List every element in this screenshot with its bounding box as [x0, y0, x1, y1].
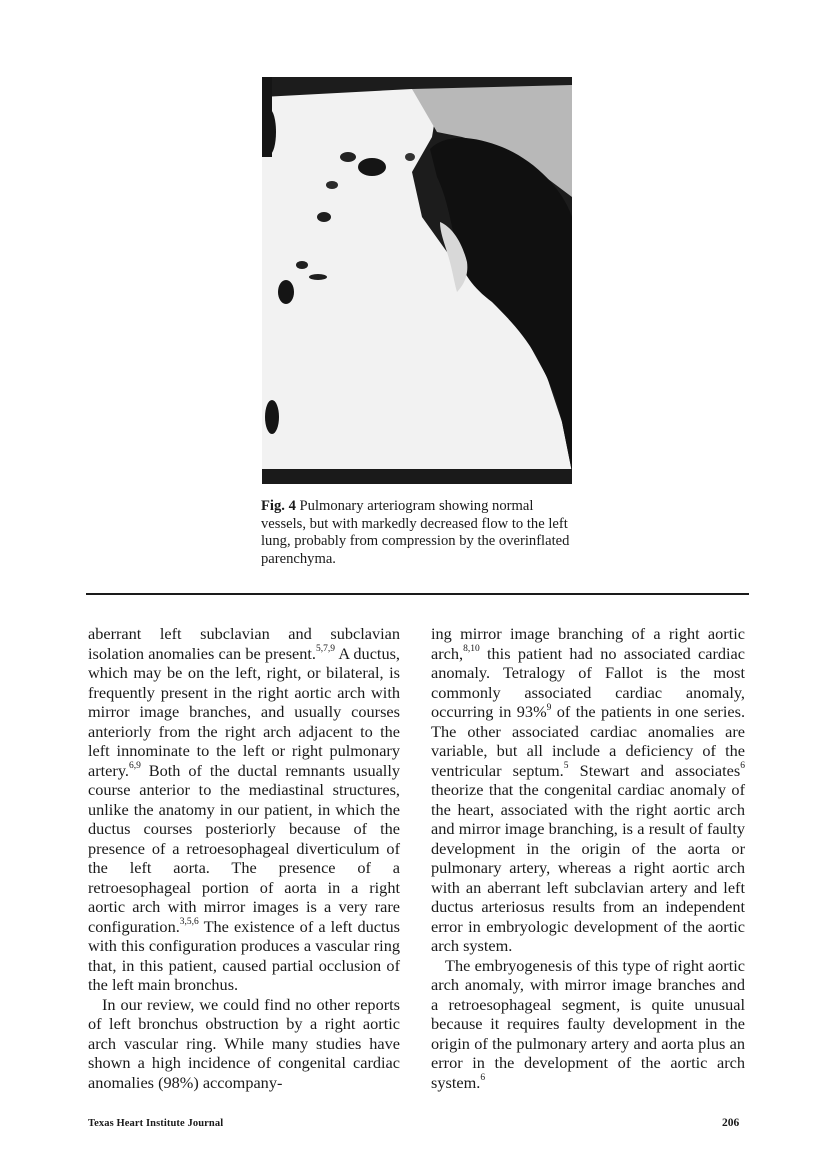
journal-name: Texas Heart Institute Journal [88, 1118, 224, 1129]
text-run: this patient had no associated cardiac anomaly. Tetralogy of Fallot is the most commonly associated cardiac anomaly, occurring in 93% [431, 643, 745, 721]
right-paragraph-2 [431, 956, 745, 1093]
arteriogram-figure [262, 77, 572, 484]
right-paragraph-1 [431, 624, 745, 956]
figure-label: Fig. 4 [261, 498, 296, 514]
left-paragraph-1 [88, 624, 400, 995]
citation-superscript: 8,10 [463, 644, 480, 655]
text-run: Both of the ductal remnants usually course anterior to the mediastinal structures, unlike the anatomy in our patient, in which the ductus courses posteriorly because of the presence of a retroesophageal diverticulum of the left aorta. The presence of a retroesophageal portion of aorta in a right aortic arch with mirror images is a very rare configuration. [88, 760, 400, 936]
right-column [431, 624, 745, 1092]
text-run: The existence of a left ductus with this configuration produces a vascular ring that, in this patient, caused partial occlusion of the left main bronchus. [88, 916, 400, 994]
citation-superscript: 6,9 [128, 761, 141, 772]
citation-superscript: 9 [546, 702, 552, 713]
left-column [88, 624, 400, 1092]
citation-superscript: 6 [740, 761, 745, 772]
citation-superscript: 5,7,9 [316, 644, 336, 655]
page-number: 206 [722, 1117, 740, 1129]
figure-caption [261, 498, 581, 568]
figure-caption-text: Pulmonary arteriogram showing normal vessels, but with markedly decreased flow to the left lung, probably from compression by the overinflated parenchyma. [261, 498, 570, 567]
citation-superscript: 6 [480, 1073, 486, 1084]
text-run: theorize that the congenital cardiac anomaly of the heart, associated with the right aortic arch and mirror image branching, is a result of faulty development in the origin of the aorta or pulmonary artery, whereas a right aortic arch with an aberrant left subclavian artery and left ductus arteriosus results from an independent error in embryologic development of the aortic arch system. [431, 780, 745, 955]
text-run: ing mirror image branching of a right aortic arch, [431, 624, 745, 663]
text-run: A ductus, which may be on the left, right, or bilateral, is frequently present in the right aortic arch with mirror image branches, and usually courses anteriorly from the right arch adjacent to the left innominate to the left or right pulmonary artery. [88, 643, 400, 780]
text-run: Stewart and associates [568, 760, 741, 780]
text-run: aberrant left subclavian and subclavian isolation anomalies can be present. [88, 624, 400, 663]
section-divider [86, 593, 749, 595]
text-run: of the patients in one series. The other associated cardiac anomalies are variable, but all include a deficiency of the ventricular septum. [431, 702, 746, 780]
left-paragraph-2: In our review, we could find no other reports of left bronchus obstruction by a right aortic arch vascular ring. While many studies have shown a high incidence of congenital cardiac anomalies (98%) accompany- [88, 994, 400, 1092]
arteriogram-image [262, 77, 572, 484]
text-run: The embryogenesis of this type of right aortic arch anomaly, with mirror image branches and a retroesophageal segment, is quite unusual because it requires faulty development in the origin of the pulmonary artery and aorta plus an error in the development of the aortic arch system. [431, 955, 745, 1092]
citation-superscript: 5 [563, 761, 569, 772]
citation-superscript: 3,5,6 [179, 917, 199, 928]
